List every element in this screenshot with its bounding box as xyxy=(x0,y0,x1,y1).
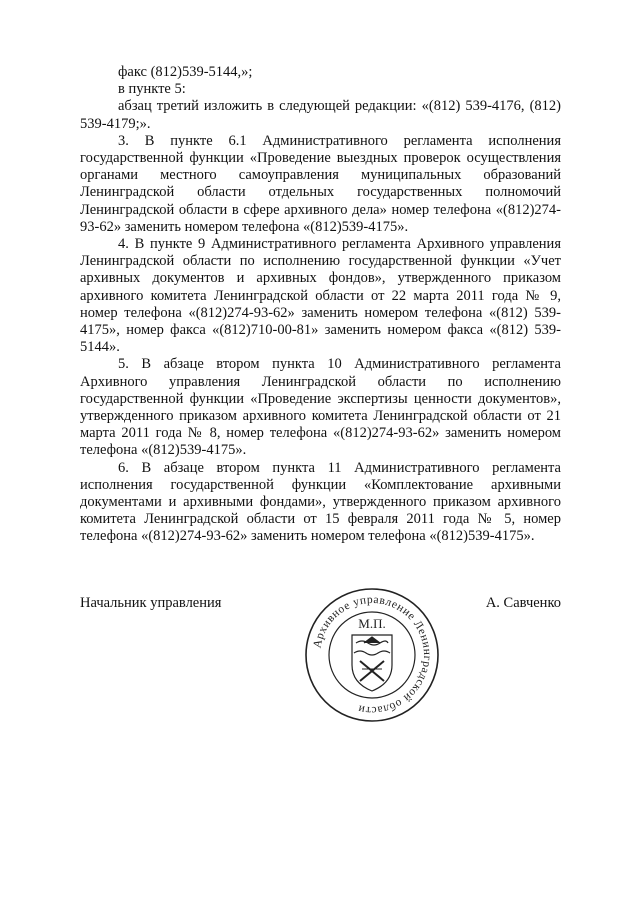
signature-block xyxy=(80,585,561,725)
seal-center-text: М.П. xyxy=(358,616,386,631)
coat-of-arms-icon xyxy=(352,635,392,691)
paragraph-item-3: 3. В пункте 6.1 Административного регламента исполнения государственной функции «Проведение выездных проверок осуществления органами местного самоуправления муниципальных образований Ленинградской области отдельных государственных полномочий Ленинградской области в сфере архивного дела» номер телефона «(812)274-93-62» заменить номером телефона «(812)539-4175». xyxy=(80,132,561,235)
signatory-name: А. Савченко xyxy=(485,595,561,611)
text-line-fax: факс (812)539-5144,»; xyxy=(118,64,253,80)
signatory-position: Начальник управления xyxy=(80,595,222,611)
official-seal xyxy=(302,585,442,725)
text-line-paragraph3: абзац третий изложить в следующей редакции: «(812) 539-4176, (812) 539-4179;». xyxy=(80,98,561,132)
paragraph-item-6: 6. В абзаце втором пункта 11 Административного регламента исполнения государственной функции «Комплектование архивными документами и архивными фондами», утвержденного приказом архивного комитета Ленинградской области от 15 февраля 2011 года № 5, номер телефона «(812)274-93-62» заменить номером телефона «(812)539-4175». xyxy=(80,459,561,545)
paragraph-item-4: 4. В пункте 9 Административного регламента Архивного управления Ленинградской области по исполнению государственной функции «Учет архивных документов и архивных фондов», утвержденного приказом архивного комитета Ленинградской области от 22 марта 2011 года № 9, номер телефона «(812)274-93-62» заменить номером телефона «(812) 539-4175», номер факса «(812)710-00-81» заменить номером факса «(812) 539-5144». xyxy=(80,236,561,356)
text-line-point5: в пункте 5: xyxy=(118,81,186,98)
seal-ring-text: Архивное управление Ленинградской области xyxy=(311,593,434,717)
paragraph-item-5: 5. В абзаце втором пункта 10 Административного регламента Архивного управления Ленинградской области по исполнению государственной функции «Проведение экспертизы ценности документов», утвержденного приказом архивного комитета Ленинградской области от 21 марта 2011 года № 8, номер телефона «(812)274-93-62» заменить номером телефона «(812)539-4175». xyxy=(80,356,561,459)
document-body xyxy=(80,64,561,546)
